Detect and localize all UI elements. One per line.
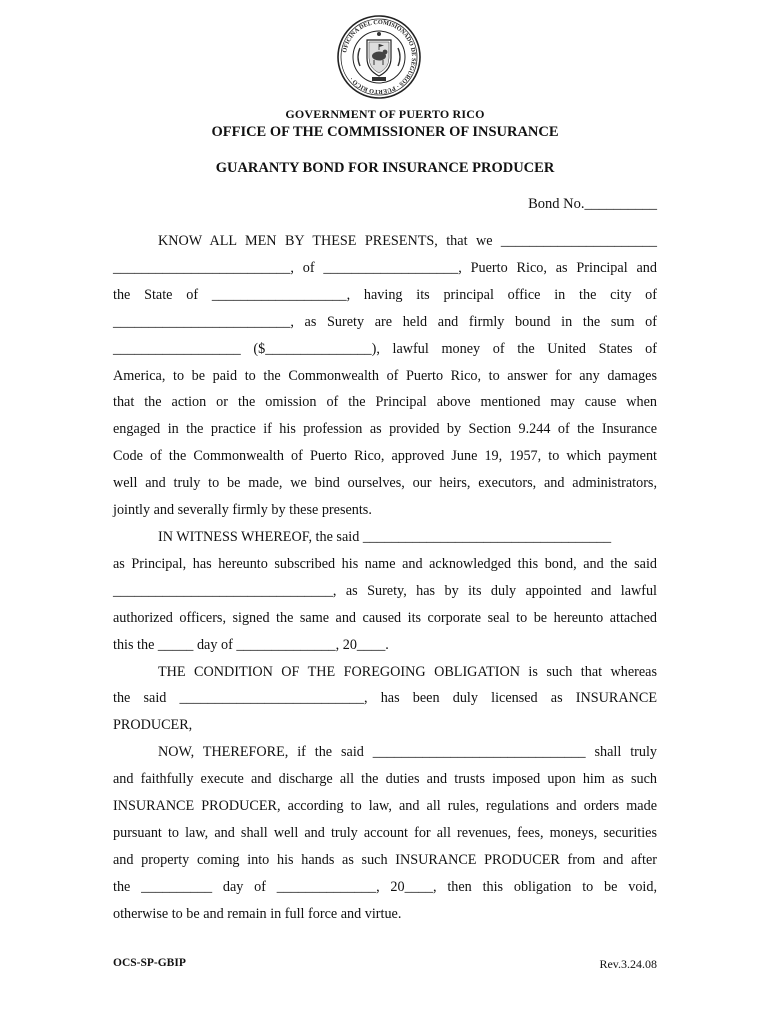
body-line: and faithfully execute and discharge all the duties and trusts imposed upon him as such [113,771,657,788]
body-line: the __________ day of ______________, 20____, then this obligation to be void, [113,878,657,895]
body-line: otherwise to be and remain in full force and virtue. [113,905,402,922]
commissioner-seal-logo [336,14,422,100]
body-line: pursuant to law, and shall well and truly account for all revenues, fees, moneys, securities [113,824,657,841]
body-line: well and truly to be made, we bind ourselves, our heirs, executors, and administrators, [113,475,657,492]
body-line: _______________________________, as Surety, has by its duly appointed and lawful [113,582,657,599]
government-heading: GOVERNMENT OF PUERTO RICO [285,107,485,121]
body-line: __________________ ($_______________), lawful money of the United States of [113,340,657,357]
body-line: engaged in the practice if his profession as provided by Section 9.244 of the Insurance [113,421,657,438]
form-code: OCS-SP-GBIP [113,957,186,969]
document-title: GUARANTY BOND FOR INSURANCE PRODUCER [215,160,555,176]
bond-number-field[interactable]: Bond No.__________ [528,196,657,212]
svg-text:OFICINA DEL COMISIONADO DE SEG: OFICINA DEL COMISIONADO DE SEGUROS · PUERTO RICO · [341,18,418,96]
revision-label: Rev.3.24.08 [599,957,657,971]
body-line: America, to be paid to the Commonwealth of Puerto Rico, to answer for any damages [113,367,657,384]
body-line: this the _____ day of ______________, 20____. [113,636,389,653]
body-line: the said __________________________, has been duly licensed as INSURANCE [113,690,657,707]
body-line: INSURANCE PRODUCER, according to law, and all rules, regulations and orders made [113,798,657,815]
body-line: that the action or the omission of the Principal above mentioned may cause when [113,394,657,411]
office-heading: OFFICE OF THE COMMISSIONER OF INSURANCE [211,124,559,140]
body-line: PRODUCER, [113,717,193,734]
body-line: the State of ___________________, having its principal office in the city of [113,286,657,303]
body-line: authorized officers, signed the same and caused its corporate seal to be hereunto attached [113,609,657,626]
body-line: IN WITNESS WHEREOF, the said ___________________________________ [158,528,612,545]
body-line: _________________________, of ___________________, Puerto Rico, as Principal and [113,259,657,276]
body-line: THE CONDITION OF THE FOREGOING OBLIGATION is such that whereas [158,663,657,680]
body-line: _________________________, as Surety are held and firmly bound in the sum of [113,313,657,330]
bond-body [113,228,657,928]
body-line: KNOW ALL MEN BY THESE PRESENTS, that we ______________________ [158,233,657,249]
body-line: NOW, THEREFORE, if the said ______________________________ shall truly [158,744,657,761]
body-line: Code of the Commonwealth of Puerto Rico, approved June 19, 1957, to which payment [113,448,657,465]
body-line: jointly and severally firmly by these presents. [113,502,372,519]
body-line: and property coming into his hands as such INSURANCE PRODUCER from and after [113,851,657,868]
body-line: as Principal, has hereunto subscribed his name and acknowledged this bond, and the said [113,555,657,572]
